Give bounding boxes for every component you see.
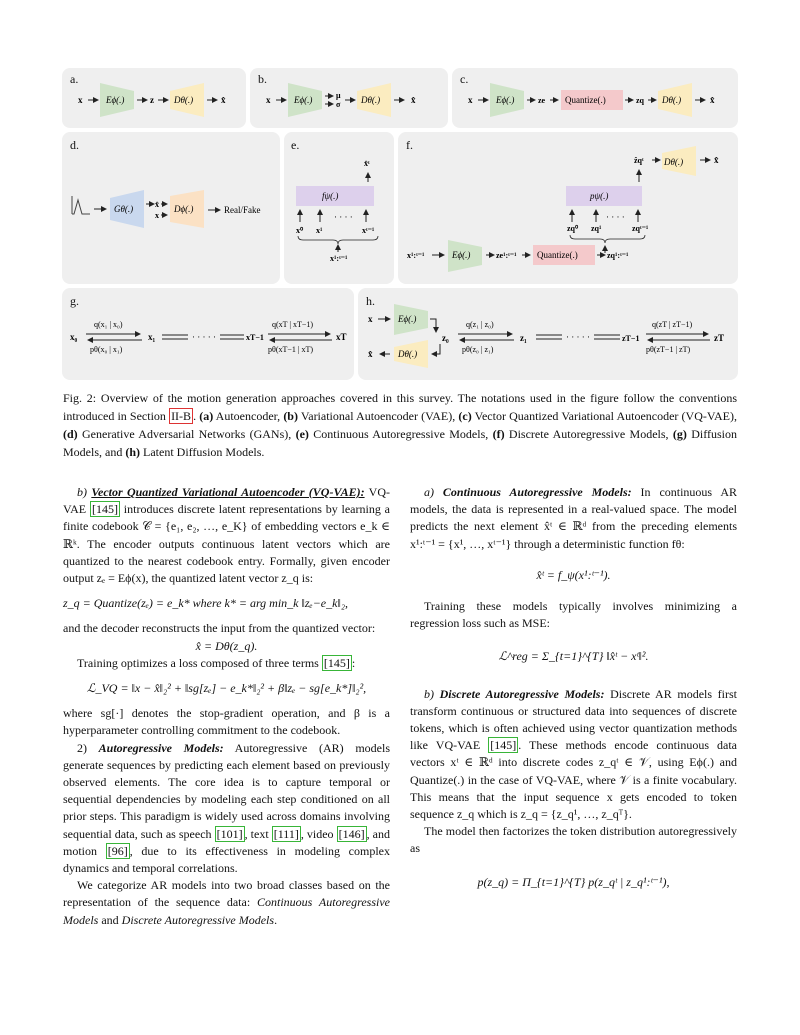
h-zT1: zT−1 bbox=[622, 334, 640, 343]
f-encoder: Eϕ(.) bbox=[452, 250, 471, 260]
panel-label-a: a. bbox=[70, 72, 79, 86]
f-zqt1: zqᵗ⁻¹ bbox=[632, 224, 649, 233]
ar-paragraph-1: 2) Autoregressive Models: Autoregressive (AR) models generate sequences by predicting each element based on previously observed elements. The core idea is to capture temporal or sequential dependencies by modeling each step conditioned on all prior steps. This paradigm is widely used across domains involving sequential data, such as speech [101] , text [111] , video [146] , and motion [96] , due to its effectiveness in modeling complex dynamics and temporal correlations. bbox=[63, 740, 391, 876]
f-zq1t1: zq¹:ᵗ⁻¹ bbox=[607, 251, 629, 260]
a-z: z bbox=[150, 95, 154, 105]
d-generator: Gθ(.) bbox=[114, 204, 134, 214]
panel-label-b: b. bbox=[258, 72, 267, 86]
h-z1: z₁ bbox=[520, 333, 527, 343]
g-xT1: xT−1 bbox=[246, 333, 264, 342]
f-p: pψ(.) bbox=[590, 191, 609, 201]
equation-vq-loss: ℒ_VQ = ‖x − x̂‖₂² + ‖sg[zₑ] − e_k*‖₂² + β‖zₑ − sg[e_k*]‖₂², bbox=[86, 681, 367, 696]
ar-paragraph-2: We categorize AR models into two broad classes based on the representation of the sequence data: Continuous Autoregressive Models and Discrete Autoregressive Models. bbox=[63, 878, 391, 927]
h-decoder: Dθ(.) bbox=[398, 349, 418, 359]
equation-regression-loss: ℒ^reg = Σ_{t=1}^{T} ‖x̂ᵗ − xᵗ‖². bbox=[498, 649, 649, 664]
h-x: x bbox=[368, 314, 373, 324]
citation-145[interactable]: [145] bbox=[490, 738, 517, 753]
c-encoder: Eϕ(.) bbox=[496, 95, 515, 105]
panel-label-d: d. bbox=[70, 138, 79, 152]
panel-label-f: f. bbox=[406, 138, 413, 152]
e-f: fψ(.) bbox=[322, 191, 339, 201]
h-zT: zT bbox=[714, 333, 724, 343]
citation-145[interactable]: [145] bbox=[91, 502, 118, 517]
citation-145[interactable]: [145] bbox=[323, 655, 350, 670]
d-xhat: x̂ bbox=[155, 200, 159, 209]
h-p1: pθ(z₀ | z₁) bbox=[462, 345, 494, 354]
citation-96[interactable]: [96] bbox=[107, 843, 128, 858]
e-x0: x⁰ bbox=[296, 226, 304, 235]
a-decoder: Dθ(.) bbox=[174, 95, 194, 105]
vq-paragraph-3: Training optimizes a loss composed of three terms [145] : bbox=[77, 655, 356, 670]
d-discriminator: Dϕ(.) bbox=[174, 204, 194, 214]
figure-caption: Fig. 2: Overview of the motion generation approaches covered in this survey. The notations used in the figure follow the conventions introduced in Section II-B . (a) Autoencoder, (b) Variational Autoencoder (VAE), (c) Vector Quantized Variational Autoencoder (VQ-VAE), (d) Generative Adversarial Networks (GANs), (e) Continuous Autoregressive Models, (f) Discrete Autoregressive Models, (g) Diffusion Models, and (h) Latent Diffusion Models. bbox=[63, 391, 738, 459]
ca-paragraph-1: a) Continuous Autoregressive Models: In continuous AR models, the data is represented in a real-valued space. The model predicts the next element x̂ᵗ ∈ ℝᵈ from the preceding elements x¹:ᵗ⁻¹ = {x¹, …, xᵗ⁻¹} through a deterministic function fθ: bbox=[410, 485, 738, 551]
a-x: x bbox=[78, 95, 83, 105]
right-column bbox=[410, 484, 737, 907]
da-paragraph-1: b) Discrete Autoregressive Models: Discrete AR models first transform continuous or structured data into sequences of discrete tokens, which is often achieved using vector quantization methods like VQ-VAE [145] . These methods encode continuous data vectors xᵗ ∈ ℝᵈ into discrete codes z_qᵗ ∈ 𝒱, using Eϕ(.) and Quantize(.) in the case of VQ-VAE, where 𝒱 is a finite vocabulary. This means that the input sequence x gets encoded to token sequence z_q which is z_q = {z_q¹, …, z_qᵀ}. bbox=[410, 686, 737, 822]
b-encoder: Eϕ(.) bbox=[294, 95, 313, 105]
g-dots: · · · · · bbox=[192, 332, 216, 342]
d-noise-icon bbox=[72, 196, 90, 214]
c-zq: zq bbox=[636, 96, 644, 105]
equation-token-factorization: p(z_q) = Π_{t=1}^{T} p(z_qᵗ | z_q¹:ᵗ⁻¹), bbox=[477, 874, 670, 889]
panel-label-g: g. bbox=[70, 294, 79, 308]
h-xhat: x̂ bbox=[368, 349, 373, 359]
da-heading: Discrete Autoregressive Models: bbox=[439, 686, 605, 701]
citation-111[interactable]: [111] bbox=[273, 826, 299, 841]
c-ze: ze bbox=[538, 96, 546, 105]
equation-decode: x̂ = Dθ(z_q). bbox=[195, 638, 258, 653]
f-zq0: zq⁰ bbox=[567, 224, 579, 233]
b-mu: μ bbox=[336, 91, 341, 100]
g-x1: x₁ bbox=[148, 332, 156, 342]
d-realfake: Real/Fake bbox=[224, 205, 261, 215]
h-pT: pθ(zT−1 | zT) bbox=[646, 345, 691, 354]
a-xhat: x̂ bbox=[221, 95, 226, 105]
citation-101[interactable]: [101] bbox=[216, 826, 243, 841]
citation-146[interactable]: [146] bbox=[338, 826, 365, 841]
ca-paragraph-2: Training these models typically involves minimizing a regression loss such as MSE: bbox=[410, 599, 737, 631]
c-decoder: Dθ(.) bbox=[662, 95, 682, 105]
f-ze1t1: ze¹:ᵗ⁻¹ bbox=[496, 251, 517, 260]
f-zq1: zq¹ bbox=[591, 224, 602, 233]
equation-quantize: z_q = Quantize(zₑ) = e_k* where k* = arg min_k ‖zₑ−e_k‖₂, bbox=[63, 596, 348, 611]
c-x: x bbox=[468, 95, 473, 105]
panel-label-h: h. bbox=[366, 294, 375, 308]
panel-label-e: e. bbox=[291, 138, 300, 152]
g-p1: pθ(x₀ | x₁) bbox=[90, 345, 123, 354]
g-x0: x₀ bbox=[70, 332, 78, 342]
left-column bbox=[63, 484, 390, 929]
f-decoder: Dθ(.) bbox=[664, 157, 684, 167]
f-zqt: ẑqᵗ bbox=[634, 156, 644, 165]
b-x: x bbox=[266, 95, 271, 105]
c-xhat: x̂ bbox=[710, 95, 715, 105]
g-q1: q(x₁ | x₀) bbox=[94, 320, 123, 329]
b-sigma: σ bbox=[336, 100, 341, 109]
figure-diagram bbox=[0, 0, 800, 390]
g-pT: pθ(xT−1 | xT) bbox=[268, 345, 314, 354]
f-quantize: Quantize(.) bbox=[537, 250, 578, 260]
f-xhat: x̂ bbox=[714, 155, 719, 165]
e-x1t1: x¹:ᵗ⁻¹ bbox=[330, 254, 348, 263]
c-quantize: Quantize(.) bbox=[565, 95, 606, 105]
e-x1: x¹ bbox=[316, 226, 323, 235]
f-dots: · · · · bbox=[606, 212, 625, 222]
e-xt1: xᵗ⁻¹ bbox=[362, 226, 375, 235]
vq-paragraph-4: where sg[·] denotes the stop-gradient operation, and β is a hyperparameter controlling commitment to the codebook. bbox=[63, 706, 390, 738]
a-encoder: Eϕ(.) bbox=[106, 95, 125, 105]
vq-paragraph-2: and the decoder reconstructs the input from the quantized vector: bbox=[63, 621, 376, 636]
h-qT: q(zT | zT−1) bbox=[652, 320, 693, 329]
b-xhat: x̂ bbox=[411, 95, 416, 105]
h-dots: · · · · · bbox=[566, 332, 590, 342]
d-x: x bbox=[155, 211, 159, 220]
ar-heading: Autoregressive Models: bbox=[98, 740, 224, 755]
panel-label-c: c. bbox=[460, 72, 469, 86]
vq-paragraph-1: b) Vector Quantized Variational Autoencoder (VQ-VAE): VQ-VAE [145] introduces discrete latent representations by learning a finite codebook 𝒞 = {e₁, e₂, …, e_K} of embedding vectors e_k ∈ ℝᵏ. The encoder outputs continuous latent vectors which are quantized to the nearest codebook entry. Formally, given encoder output zₑ = Eϕ(x), the quantized latent vector z_q is: bbox=[63, 485, 390, 586]
vq-heading: Vector Quantized Variational Autoencoder (VQ-VAE): bbox=[91, 485, 365, 499]
g-qT: q(xT | xT−1) bbox=[272, 320, 314, 329]
f-x1t1: x¹:ᵗ⁻¹ bbox=[407, 251, 425, 260]
b-decoder: Dθ(.) bbox=[361, 95, 381, 105]
equation-continuous-ar: x̂ᵗ = f_ψ(x¹:ᵗ⁻¹). bbox=[536, 567, 611, 582]
da-paragraph-2: The model then factorizes the token distribution autoregressively as bbox=[410, 824, 737, 856]
e-dots: · · · · bbox=[334, 212, 353, 222]
ca-heading: Continuous Autoregressive Models: bbox=[442, 485, 632, 499]
h-q1: q(z₁ | z₀) bbox=[466, 320, 494, 329]
h-encoder: Eϕ(.) bbox=[398, 314, 417, 324]
h-z0: z₀ bbox=[442, 333, 449, 343]
e-xhat-t: x̂ᵗ bbox=[364, 159, 370, 168]
g-xT: xT bbox=[336, 332, 347, 342]
section-ref-link[interactable]: II-B bbox=[171, 409, 192, 423]
